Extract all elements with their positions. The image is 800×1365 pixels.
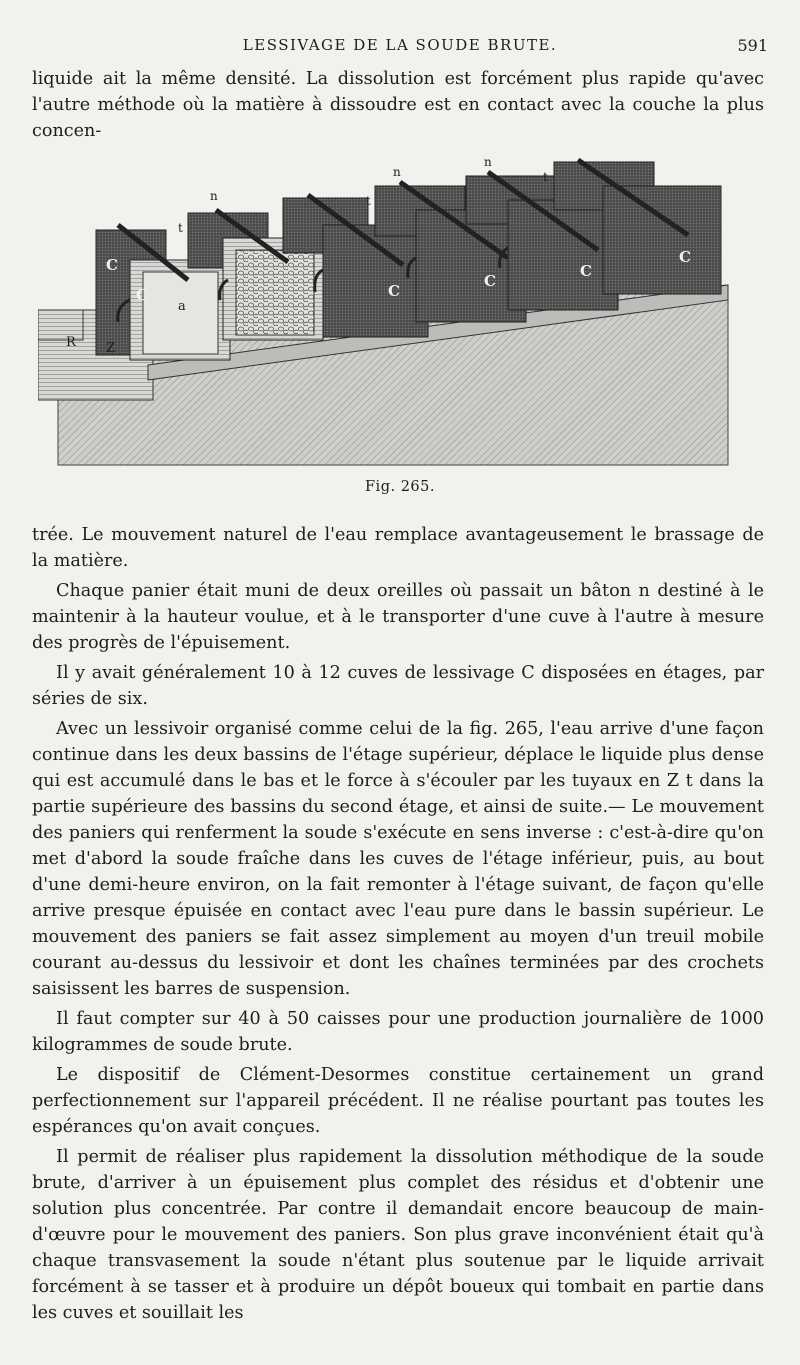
label-t: t [543, 170, 548, 184]
label-c: C [580, 262, 592, 280]
label-t: t [178, 221, 183, 235]
page-number: 591 [737, 36, 768, 55]
paragraph: Avec un lessivoir organisé comme celui de la fig. 265, l'eau arrive d'une façon continue dans les deux bassins de l'étage supérieur, déplace le liquide plus dense qui est accumulé dans le bas et le force à s'écouler par les tuyaux en Z t dans la partie supérieure des bassins du second étage, et ainsi de suite.— Le mouvement des paniers qui renferment la soude s'exécute en sens inverse : c'est-à-dire qu'on met d'abord la soude fraîche dans les cuves de l'étage inférieur, puis, au bout d'une demi-heure environ, on la fait remonter à l'étage suivant, de façon qu'elle arrive presque épuisée en contact avec l'eau pure dans le bassin supérieur. Le mouvement des paniers se fait assez simplement au moyen d'un treuil mobile courant au-dessus du lessivoir et dont les chaînes terminées par des crochets saisissent les barres de suspension. [32, 719, 764, 999]
figure-caption: Fig. 265. [365, 479, 435, 495]
top-text-block [32, 66, 764, 144]
paragraph-continued: liquide ait la même densité. La dissolution est forcément plus rapide qu'avec l'autre méthode où la matière à dissoudre est en contact avec la couche la plus concen- [32, 69, 764, 141]
leaching-apparatus-engraving [38, 150, 736, 470]
label-c: C [388, 282, 400, 300]
label-t: t [366, 194, 371, 208]
label-c: C [106, 256, 118, 274]
figure-265 [38, 150, 736, 470]
label-a: a [178, 299, 186, 314]
running-header [32, 36, 768, 60]
paragraph: Il faut compter sur 40 à 50 caisses pour une production journalière de 1000 kilogrammes de soude brute. [32, 1009, 764, 1055]
body-text [32, 522, 764, 1326]
running-title: LESSIVAGE DE LA SOUDE BRUTE. [242, 36, 558, 54]
label-r: R [66, 335, 76, 350]
label-c: C [136, 286, 148, 304]
paragraph: Il permit de réaliser plus rapidement la dissolution méthodique de la soude brute, d'arriver à un épuisement plus complet des résidus et d'obtenir une solution plus concentrée. Par contre il demandait encore beaucoup de main-d'œuvre pour le mouvement des paniers. Son plus grave inconvénient était qu'à chaque transvasement la soude n'étant plus soutenue par le liquide arrivait forcément à se tasser et à produire un dépôt boueux qui tombait en partie dans les cuves et souillait les [32, 1147, 764, 1323]
label-n: n [210, 189, 218, 203]
label-z: Z [106, 341, 116, 356]
paragraph: Il y avait généralement 10 à 12 cuves de lessivage C disposées en étages, par séries de six. [32, 663, 764, 709]
paragraph: trée. Le mouvement naturel de l'eau remplace avantageusement le brassage de la matière. [32, 525, 764, 571]
label-n: n [484, 155, 492, 169]
paragraph: Chaque panier était muni de deux oreilles où passait un bâton n destiné à le maintenir à la hauteur voulue, et à le transporter d'une cuve à l'autre à mesure des progrès de l'épuisement. [32, 581, 764, 653]
paragraph: Le dispositif de Clément-Desormes constitue certainement un grand perfectionnement sur l'appareil précédent. Il ne réalise pourtant pas toutes les espérances qu'on avait conçues. [32, 1065, 764, 1137]
label-c: C [484, 272, 496, 290]
label-c: C [679, 248, 691, 266]
label-n: n [393, 165, 401, 179]
